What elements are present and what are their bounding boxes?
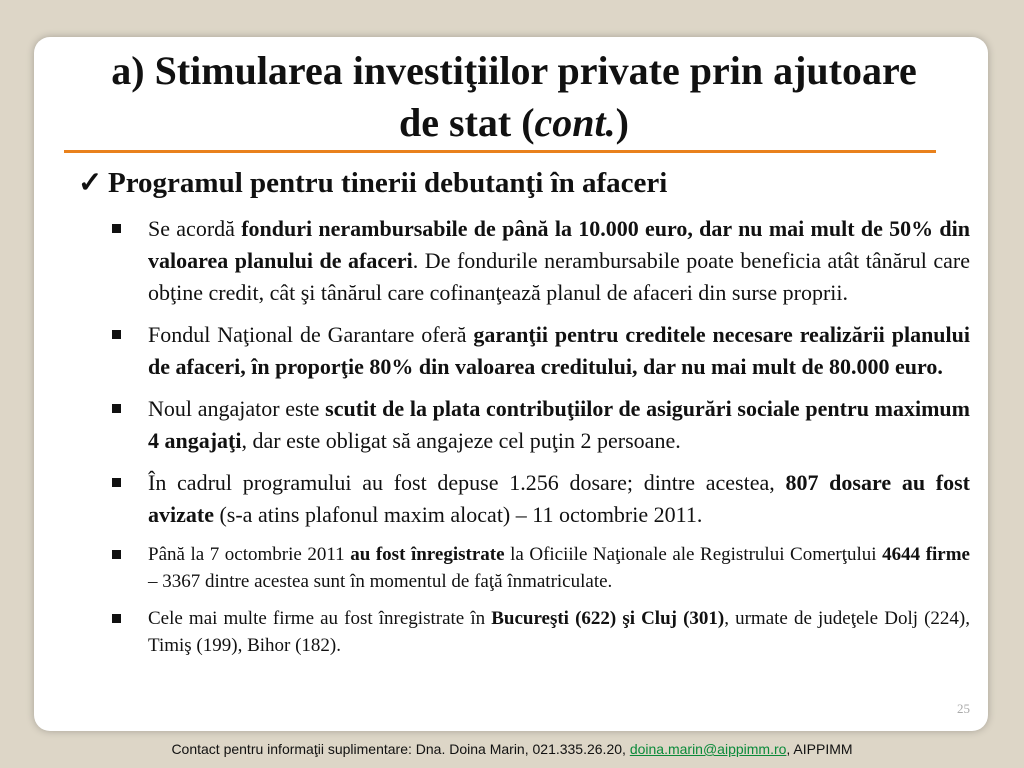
bullet-4-bold: 807 dosare au fost avizate xyxy=(148,470,970,527)
bullet-4-text-a: În cadrul programului au fost depuse 1.256 dosare; dintre acestea, xyxy=(148,470,786,495)
bullet-item-3 xyxy=(108,393,970,457)
bullet-item-2 xyxy=(108,319,970,383)
title-line-1: a) Stimularea investiţiilor private prin ajutoare xyxy=(111,48,917,93)
footer-email-link[interactable]: doina.marin@aippimm.ro xyxy=(629,741,787,757)
bullet-2-text-a: Fondul Naţional de Garantare oferă xyxy=(148,322,474,347)
footer-prefix: Contact pentru informaţii suplimentare: Dna. Doina Marin, 021.335.26.20, xyxy=(171,741,630,757)
bullet-1-text-a: Se acordă xyxy=(148,216,242,241)
section-heading-text: Programul pentru tinerii debutanţi în afaceri xyxy=(108,167,668,199)
bullet-3-text-a: Noul angajator este xyxy=(148,396,326,421)
bullet-1-bold: fonduri nerambursabile de până la 10.000 euro, dar nu mai mult de 50% din valoarea planului de afaceri xyxy=(148,216,970,273)
bullet-5-bold-b: 4644 firme xyxy=(882,544,970,565)
bullet-5-text-a: Până la 7 octombrie 2011 xyxy=(148,544,351,565)
bullet-2-bold: garanţii pentru creditele necesare realizării planului de afaceri, în proporţie 80% din valoarea creditului, dar nu mai mult de 80.000 euro. xyxy=(148,322,971,379)
bullet-item-1 xyxy=(108,213,970,309)
square-bullet-icon xyxy=(112,614,121,623)
page-number: 25 xyxy=(957,701,970,716)
bullet-5-bold-a: au fost înregistrate xyxy=(350,544,505,565)
bullet-item-6 xyxy=(108,605,970,659)
bullet-3-bold: scutit de la plata contribuţiilor de asigurări sociale pentru maximum 4 angajaţi xyxy=(148,396,970,453)
slide-card xyxy=(34,37,988,731)
title-line-2-end: ) xyxy=(615,100,629,145)
footer-contact xyxy=(0,741,1024,757)
bullet-item-4 xyxy=(108,467,970,531)
section-heading xyxy=(78,163,958,203)
bullet-1-text-b: . De fondurile nerambursabile poate beneficia atât tânărul care obţine credit, cât şi tânărul care cofinanţează planul de afaceri din surse proprii. xyxy=(148,248,970,305)
bullet-5-text-b: la Oficiile Naţionale ale Registrului Comerţului xyxy=(504,544,883,565)
checkmark-icon: ✓ xyxy=(78,167,103,199)
bullet-list xyxy=(108,213,970,669)
square-bullet-icon xyxy=(112,404,121,413)
bullet-4-text-b: (s-a atins plafonul maxim alocat) – 11 octombrie 2011. xyxy=(213,502,703,527)
bullet-3-text-b: , dar este obligat să angajeze cel puţin 2 persoane. xyxy=(241,428,681,453)
title-line-2-start: de stat ( xyxy=(399,100,535,145)
bullet-6-text-a: Cele mai multe firme au fost înregistrate în xyxy=(148,608,492,629)
bullet-6-bold: Bucureşti (622) şi Cluj (301) xyxy=(491,608,725,629)
title-line-2-italic: cont. xyxy=(534,100,616,145)
square-bullet-icon xyxy=(112,330,121,339)
square-bullet-icon xyxy=(112,550,121,559)
bullet-6-text-b: , urmate de judeţele Dolj (224), Timiş (199), Bihor (182). xyxy=(148,608,970,656)
bullet-5-text-c: – 3367 dintre acestea sunt în momentul de faţă înmatriculate. xyxy=(148,571,613,592)
footer-suffix: , AIPPIMM xyxy=(786,741,853,757)
title-divider xyxy=(64,150,936,153)
bullet-item-5 xyxy=(108,541,970,595)
square-bullet-icon xyxy=(112,224,121,233)
square-bullet-icon xyxy=(112,478,121,487)
slide-title xyxy=(74,45,954,149)
